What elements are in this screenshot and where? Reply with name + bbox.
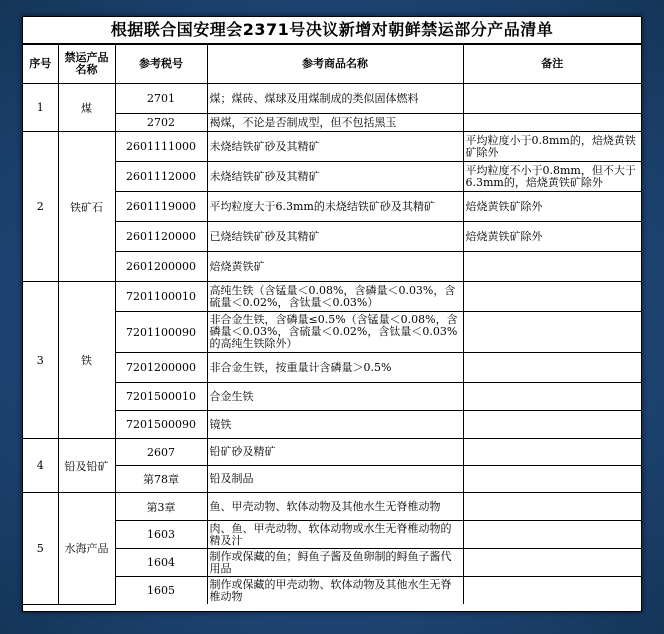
table-row [23, 353, 641, 383]
row-code: 2601200000 [115, 252, 207, 282]
row-code: 7201100010 [115, 282, 207, 312]
group-category: 水海产品 [58, 493, 115, 605]
row-name: 肉、鱼、甲壳动物、软体动物或水生无脊椎动物的精及汁 [207, 521, 463, 549]
row-note [463, 282, 641, 312]
table-row [23, 439, 641, 466]
row-name: 鱼、甲壳动物、软体动物及其他水生无脊椎动物 [207, 493, 463, 521]
row-code: 1605 [115, 577, 207, 605]
row-name: 煤；煤砖、煤球及用煤制成的类似固体燃料 [207, 84, 463, 114]
group-seq: 1 [23, 84, 58, 132]
row-note [463, 411, 641, 439]
header-seq: 序号 [23, 45, 58, 84]
group-category: 煤 [58, 84, 115, 132]
table-row [23, 549, 641, 577]
row-note [463, 252, 641, 282]
row-name: 制作或保藏的鱼；鲟鱼子酱及鱼卵制的鲟鱼子酱代用品 [207, 549, 463, 577]
document-sheet [22, 16, 642, 612]
table-header-row [23, 45, 641, 84]
group-seq: 3 [23, 282, 58, 439]
table-row [23, 162, 641, 192]
row-note [463, 84, 641, 114]
table-row [23, 312, 641, 353]
row-code: 2601112000 [115, 162, 207, 192]
table-row [23, 192, 641, 222]
row-name: 铅及制品 [207, 466, 463, 493]
table-row [23, 84, 641, 114]
row-name: 铅矿砂及精矿 [207, 439, 463, 466]
row-code: 2701 [115, 84, 207, 114]
row-code: 2702 [115, 114, 207, 132]
row-code: 2601120000 [115, 222, 207, 252]
row-note [463, 312, 641, 353]
row-code: 第78章 [115, 466, 207, 493]
table-row [23, 282, 641, 312]
row-note [463, 549, 641, 577]
row-code: 7201200000 [115, 353, 207, 383]
row-name: 制作或保藏的甲壳动物、软体动物及其他水生无脊椎动物 [207, 577, 463, 605]
row-note [463, 114, 641, 132]
row-code: 2601111000 [115, 132, 207, 162]
row-name: 焙烧黄铁矿 [207, 252, 463, 282]
row-code: 第3章 [115, 493, 207, 521]
row-note: 焙烧黄铁矿除外 [463, 192, 641, 222]
row-name: 平均粒度大于6.3mm的未烧结铁矿砂及其精矿 [207, 192, 463, 222]
row-code: 2601119000 [115, 192, 207, 222]
row-name: 合金生铁 [207, 383, 463, 411]
row-note: 焙烧黄铁矿除外 [463, 222, 641, 252]
row-note [463, 466, 641, 493]
row-code: 2607 [115, 439, 207, 466]
row-note [463, 577, 641, 605]
row-code: 1604 [115, 549, 207, 577]
row-name: 非合金生铁，含磷量≤0.5%（含锰量＜0.08%，含磷量＜0.03%，含硫量＜0.02%，含钛量＜0.03%的高纯生铁除外） [207, 312, 463, 353]
header-name: 参考商品名称 [207, 45, 463, 84]
row-note [463, 439, 641, 466]
row-name: 未烧结铁矿砂及其精矿 [207, 132, 463, 162]
row-note [463, 521, 641, 549]
group-category: 铁 [58, 282, 115, 439]
row-name: 镜铁 [207, 411, 463, 439]
row-name: 已烧结铁矿砂及其精矿 [207, 222, 463, 252]
table-row [23, 521, 641, 549]
group-seq: 4 [23, 439, 58, 493]
row-note: 平均粒度小于0.8mm的，焙烧黄铁矿除外 [463, 132, 641, 162]
row-note [463, 383, 641, 411]
row-code: 7201500010 [115, 383, 207, 411]
header-code: 参考税号 [115, 45, 207, 84]
table-row [23, 114, 641, 132]
group-seq: 5 [23, 493, 58, 605]
group-category: 铅及铅矿 [58, 439, 115, 493]
table-row [23, 383, 641, 411]
table-row [23, 132, 641, 162]
row-name: 非合金生铁，按重量计含磷量＞0.5% [207, 353, 463, 383]
table-row [23, 466, 641, 493]
row-name: 褐煤，不论是否制成型，但不包括黑玉 [207, 114, 463, 132]
document-title: 根据联合国安理会2371号决议新增对朝鲜禁运部分产品清单 [23, 17, 641, 44]
row-note [463, 353, 641, 383]
group-seq: 2 [23, 132, 58, 282]
table-row [23, 222, 641, 252]
table-row [23, 252, 641, 282]
table-row [23, 577, 641, 605]
row-name: 高纯生铁（含锰量＜0.08%，含磷量＜0.03%，含硫量＜0.02%，含钛量＜0.03%） [207, 282, 463, 312]
header-category: 禁运产品名称 [58, 45, 115, 84]
table-row [23, 493, 641, 521]
product-table [23, 44, 641, 605]
group-category: 铁矿石 [58, 132, 115, 282]
row-note: 平均粒度不小于0.8mm，但不大于6.3mm的，焙烧黄铁矿除外 [463, 162, 641, 192]
row-code: 7201500090 [115, 411, 207, 439]
row-code: 7201100090 [115, 312, 207, 353]
header-note: 备注 [463, 45, 641, 84]
table-row [23, 411, 641, 439]
row-note [463, 493, 641, 521]
row-name: 未烧结铁矿砂及其精矿 [207, 162, 463, 192]
row-code: 1603 [115, 521, 207, 549]
